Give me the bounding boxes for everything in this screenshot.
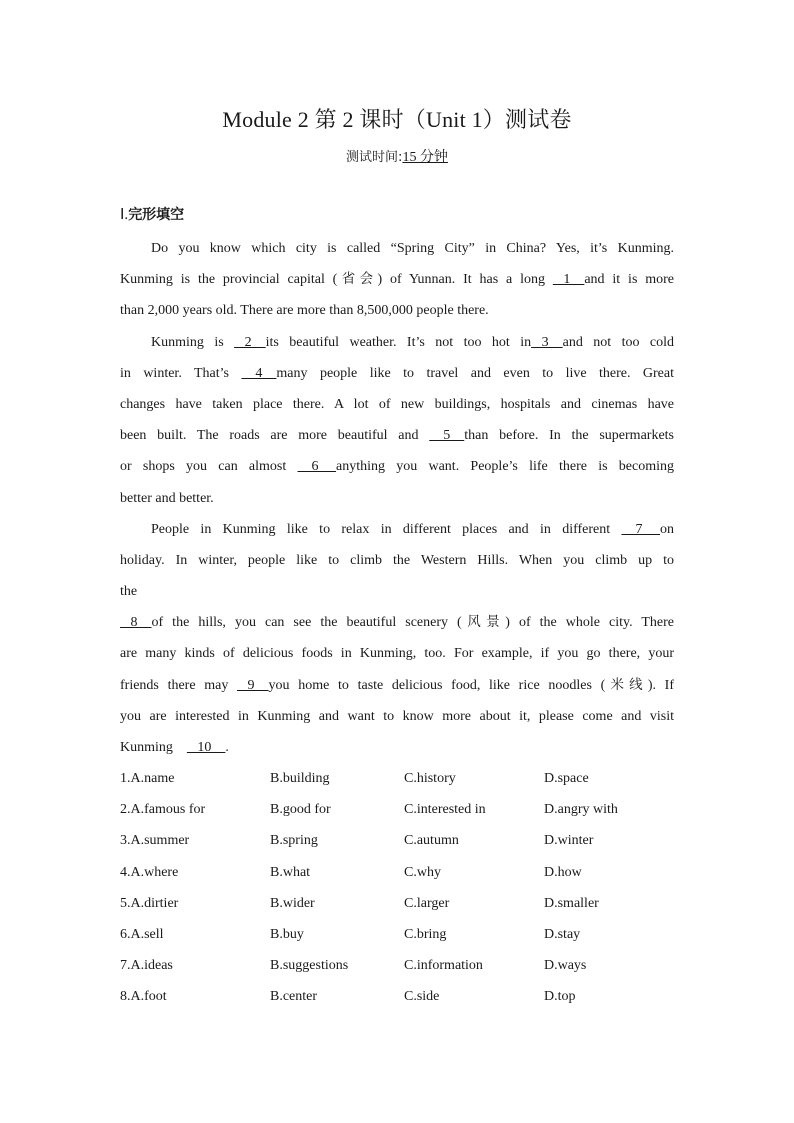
passage-text: on [660, 521, 674, 537]
passage-text: People in Kunming like to relax in different places and in different [151, 521, 611, 537]
passage-line [120, 451, 674, 482]
passage-text: and not too cold [562, 334, 675, 350]
passage-text: the [120, 584, 138, 600]
option-d: D.ways [544, 958, 587, 974]
passage-text: you are interested in Kunming and want to know more about it, please come and visit [120, 708, 674, 724]
option-a: 3.A.summer [120, 833, 190, 849]
option-row-3 [120, 825, 720, 856]
option-c: C.side [404, 989, 440, 1005]
passage-line [120, 264, 674, 295]
passage-text: ). If [647, 677, 675, 693]
chinese-gloss: 风景 [461, 614, 506, 631]
option-a: 1.A.name [120, 771, 175, 786]
passage-text: and it is more [584, 272, 675, 288]
option-d: D.smaller [544, 895, 599, 911]
option-row-1 [120, 763, 720, 794]
passage-text: than before. In the supermarkets [464, 428, 675, 444]
option-c: C.information [404, 958, 483, 974]
option-d: D.angry with [544, 802, 618, 818]
passage-line [120, 514, 674, 545]
passage-text: many people like to travel and even to live there. Great [276, 365, 674, 381]
passage-line [120, 545, 674, 576]
passage-line [120, 638, 674, 669]
passage-text: or shops you can almost [120, 459, 287, 475]
passage-text: been built. The roads are more beautiful and [120, 428, 419, 444]
option-a: 7.A.ideas [120, 958, 173, 974]
option-row-5 [120, 888, 720, 919]
section-number: Ⅰ. [120, 207, 129, 223]
test-time [0, 146, 794, 166]
passage-line [120, 607, 674, 638]
passage-text: in winter. That’s [120, 365, 229, 381]
passage-text: its beautiful weather. It’s not too hot in [265, 334, 532, 350]
blank-2: 2 [234, 334, 266, 350]
option-d: D.space [544, 771, 589, 786]
passage-text: holiday. In winter, people like to climb the Western Hills. When you climb up to [120, 552, 674, 568]
passage-line [120, 233, 674, 264]
option-b: B.wider [270, 895, 315, 911]
option-b: B.what [270, 864, 311, 880]
option-b: B.building [270, 771, 330, 786]
option-d: D.winter [544, 833, 594, 849]
option-c: C.interested in [404, 802, 486, 818]
option-d: D.top [544, 989, 576, 1005]
option-row-7 [120, 950, 720, 981]
passage-text: changes have taken place there. A lot of new buildings, hospitals and cinemas have [120, 396, 674, 412]
section-title: 完形填空 [128, 207, 185, 223]
passage-line [120, 670, 674, 701]
chinese-gloss: 省会 [337, 271, 378, 288]
page-title: Module 2 第 2 课时（Unit 1）测试卷 [222, 107, 572, 132]
option-a: 4.A.where [120, 864, 179, 880]
passage-line [120, 732, 674, 763]
option-d: D.stay [544, 926, 581, 942]
passage-text: Kunming is the provincial capital ( [120, 272, 338, 288]
passage-text: . [225, 740, 229, 755]
option-c: C.history [404, 771, 456, 786]
chinese-gloss: 米线 [605, 676, 648, 693]
option-row-4 [120, 857, 720, 888]
blank-9: 9 [237, 677, 269, 693]
option-b: B.spring [270, 833, 318, 849]
passage-line [120, 295, 674, 326]
blank-6: 6 [297, 459, 337, 475]
blank-10: 10 [186, 740, 226, 755]
option-d: D.how [544, 864, 582, 880]
blank-1: 1 [552, 272, 585, 288]
passage-text: ) of Yunnan. It has a long [377, 272, 545, 288]
option-a: 8.A.foot [120, 989, 167, 1005]
passage-line [120, 701, 674, 732]
passage-line [120, 327, 674, 358]
cloze-passage [120, 233, 674, 763]
passage-line [120, 483, 674, 514]
passage-text: Kunming is [151, 334, 224, 350]
blank-3: 3 [531, 334, 563, 350]
blank-8: 8 [120, 615, 152, 631]
passage-line [120, 420, 674, 451]
option-c: C.why [404, 864, 441, 880]
passage-text: better and better. [120, 490, 214, 506]
answer-options [120, 763, 720, 1013]
passage-line [120, 358, 674, 389]
option-b: B.suggestions [270, 958, 349, 974]
blank-4: 4 [241, 365, 277, 381]
test-time-label: 测试时间: [346, 150, 403, 165]
passage-text: you home to taste delicious food, like rice noodles ( [268, 677, 606, 693]
option-c: C.bring [404, 926, 447, 942]
passage-text: Kunming [120, 740, 173, 755]
blank-7: 7 [621, 521, 660, 537]
option-row-8 [120, 981, 720, 1012]
option-a: 6.A.sell [120, 926, 164, 942]
option-b: B.buy [270, 926, 304, 942]
blank-5: 5 [429, 428, 465, 444]
section-heading [120, 204, 184, 224]
test-time-value: 15 分钟 [402, 150, 448, 165]
passage-text: anything you want. People’s life there is becoming [336, 459, 675, 475]
passage-text: are many kinds of delicious foods in Kunming, too. For example, if you go there, your [120, 646, 674, 662]
passage-line [120, 576, 674, 607]
option-a: 2.A.famous for [120, 802, 206, 818]
option-b: B.good for [270, 802, 331, 818]
option-b: B.center [270, 989, 318, 1005]
passage-text: Do you know which city is called “Spring City” in China? Yes, it’s Kunming. [151, 241, 674, 256]
option-row-2 [120, 794, 720, 825]
option-a: 5.A.dirtier [120, 895, 179, 911]
option-c: C.autumn [404, 833, 459, 849]
option-c: C.larger [404, 895, 450, 911]
passage-text: ) of the whole city. There [505, 615, 674, 631]
passage-text: friends there may [120, 677, 229, 693]
passage-text: than 2,000 years old. There are more than 8,500,000 people there. [120, 303, 489, 319]
passage-text: of the hills, you can see the beautiful scenery ( [151, 615, 462, 631]
passage-line [120, 389, 674, 420]
option-row-6 [120, 919, 720, 950]
